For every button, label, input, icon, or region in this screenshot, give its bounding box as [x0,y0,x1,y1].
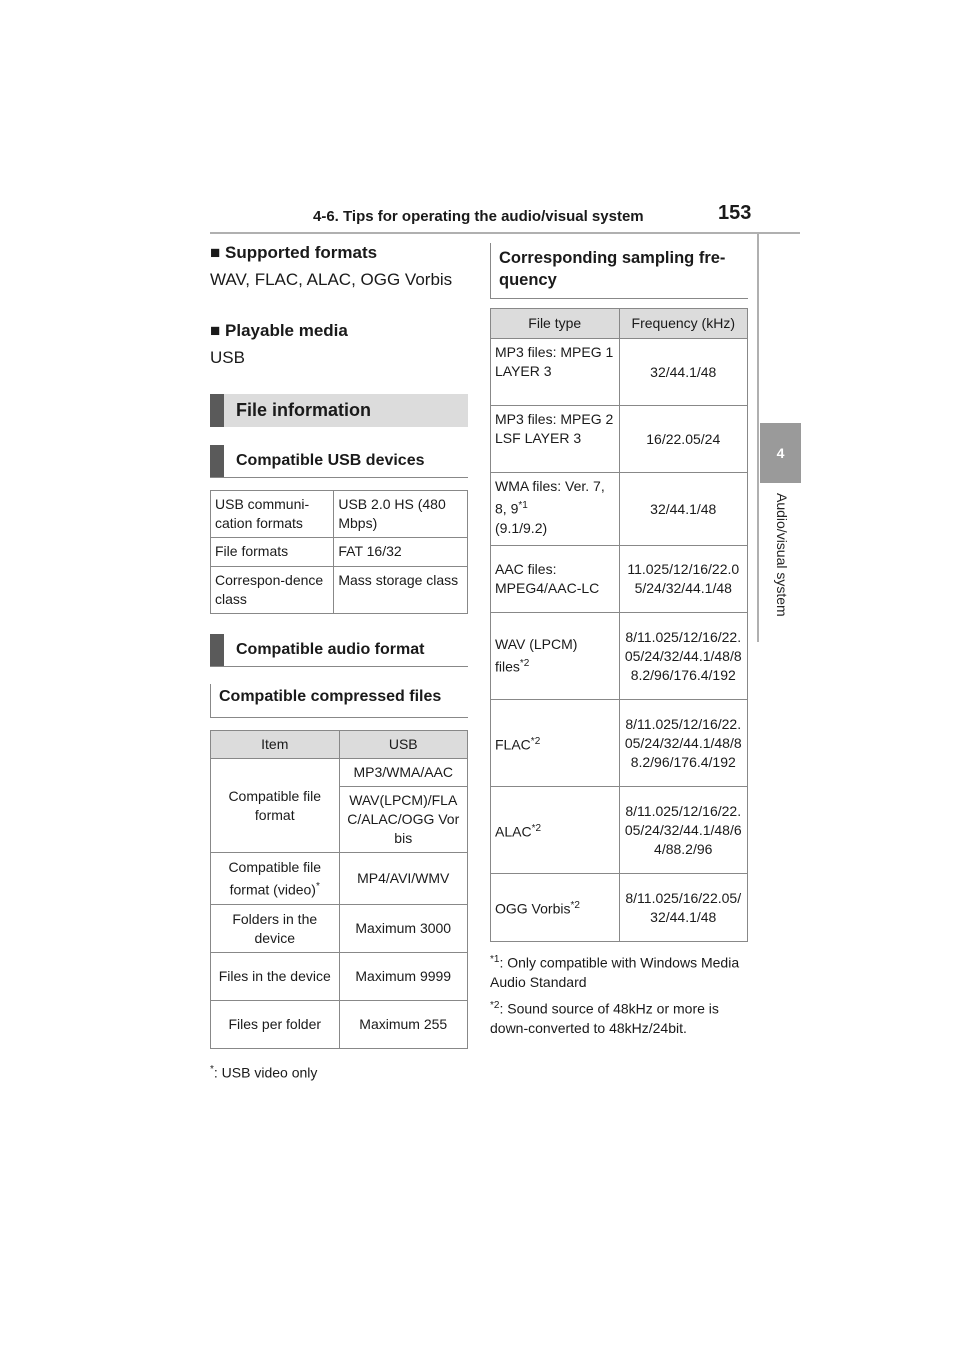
footnote-marker: * [315,880,320,892]
chapter-label: Audio/visual system [774,493,790,617]
table-cell: WAV(LPCM)/FLAC/ALAC/OGG Vorbis [339,787,468,853]
sound-source-footnote [490,996,748,1038]
table-cell: MP3 files: MPEG 2 LSF LAYER 3 [491,406,620,473]
playable-media-heading [210,321,348,341]
footnote-marker: *1 [490,954,500,965]
table-cell: FAT 16/32 [334,538,468,567]
table-row [211,759,468,787]
playable-media-title: Playable media [225,321,348,340]
table-row [491,406,748,473]
sampling-frequency-heading: Corresponding sampling fre-quency [490,243,748,299]
supported-formats-text: WAV, FLAC, ALAC, OGG Vorbis [210,270,453,289]
table-cell: Maximum 3000 [339,905,468,953]
header-divider [210,232,800,234]
footnote-text: : USB video only [213,1064,318,1081]
footnote-marker: * [210,1064,214,1075]
table-cell: Folders in the device [211,905,340,953]
chapter-tab: 4 [760,423,801,483]
footnote-text: : Sound source of 48kHz or more is down-converted to 48kHz/24bit. [490,1000,719,1036]
table-row [491,874,748,942]
audio-format-title: Compatible audio format [236,641,425,658]
usb-devices-title: Compatible USB devices [236,452,425,469]
table-row [211,1001,468,1049]
table-cell: WAV (LPCM) files$^{*2}$ [491,613,620,700]
column-header: Frequency (kHz) [619,309,748,339]
table-header-row [211,731,468,759]
compressed-files-heading: Compatible compressed files [210,684,468,718]
table-header-row [491,309,748,339]
table-cell: Correspon-dence class [211,567,334,614]
table-row [211,538,468,567]
table-row [211,567,468,614]
usb-devices-heading [210,445,468,478]
table-cell: Files in the device [211,953,340,1001]
wma-footnote [490,950,748,992]
column-header: File type [491,309,620,339]
usb-devices-table [210,490,468,614]
table-cell: Maximum 255 [339,1001,468,1049]
table-cell [211,853,340,905]
table-cell: USB communi-cation formats [211,491,334,538]
table-row [211,491,468,538]
table-row [491,339,748,406]
usb-video-footnote [210,1060,317,1083]
table-cell: 8/11.025/16/22.05/32/44.1/48 [619,874,748,942]
page-number: 153 [718,202,752,224]
table-cell: MP3/WMA/AAC [339,759,468,787]
footnote-text: : Only compatible with Windows Media Audio Standard [490,954,740,990]
footnote-marker: *2 [531,822,542,834]
table-cell: 8/11.025/12/16/22.05/24/32/44.1/48/88.2/96/176.4/192 [619,613,748,700]
table-row [491,787,748,874]
table-cell: FLAC$^{*2}$ [491,700,620,787]
audio-format-heading [210,634,468,667]
table-cell: Maximum 9999 [339,953,468,1001]
side-divider [757,232,759,642]
table-cell: Compatible file format [211,759,340,853]
square-bullet-icon: ■ [210,321,221,340]
table-row [491,700,748,787]
video-format-label: Compatible file format (video) [228,858,322,898]
table-cell: MP3 files: MPEG 1 LAYER 3 [491,339,620,406]
file-information-heading [210,394,468,427]
table-row [211,853,468,905]
column-header: USB [339,731,468,759]
table-cell: AAC files: MPEG4/AAC-LC [491,546,620,613]
table-cell: 32/44.1/48 [619,339,748,406]
table-cell: MP4/AVI/WMV [339,853,468,905]
square-bullet-icon: ■ [210,243,221,262]
compressed-files-table [210,730,468,1049]
table-row [491,546,748,613]
table-cell: 11.025/12/16/22.05/24/32/44.1/48 [619,546,748,613]
table-row [211,905,468,953]
file-information-title: File information [236,400,371,420]
table-cell: 16/22.05/24 [619,406,748,473]
column-header: Item [211,731,340,759]
footnote-marker: *2 [570,900,580,912]
footnote-marker: *2 [490,1000,500,1011]
table-row [211,953,468,1001]
table-cell: Files per folder [211,1001,340,1049]
table-cell: Mass storage class [334,567,468,614]
table-cell: ALAC$^{*2}$ [491,787,620,874]
table-cell: WMA files: Ver. 7, 8, 9$^{*1}$ (9.1/9.2) [491,473,620,546]
footnote-marker: *1 [518,500,528,511]
table-cell: File formats [211,538,334,567]
table-row [491,613,748,700]
playable-media-text: USB [210,348,245,367]
table-cell: 8/11.025/12/16/22.05/24/32/44.1/48/88.2/96/176.4/192 [619,700,748,787]
table-row [491,473,748,546]
sampling-frequency-table [490,308,748,942]
table-cell: OGG Vorbis$^{*2}$ [491,874,620,942]
table-cell: 8/11.025/12/16/22.05/24/32/44.1/48/64/88.2/96 [619,787,748,874]
supported-formats-heading [210,243,377,263]
footnote-marker: *2 [519,658,530,670]
footnote-marker: *2 [530,735,541,747]
table-cell: USB 2.0 HS (480 Mbps) [334,491,468,538]
table-cell: 32/44.1/48 [619,473,748,546]
supported-formats-title: Supported formats [225,243,378,262]
section-title: 4-6. Tips for operating the audio/visual system [313,208,644,225]
